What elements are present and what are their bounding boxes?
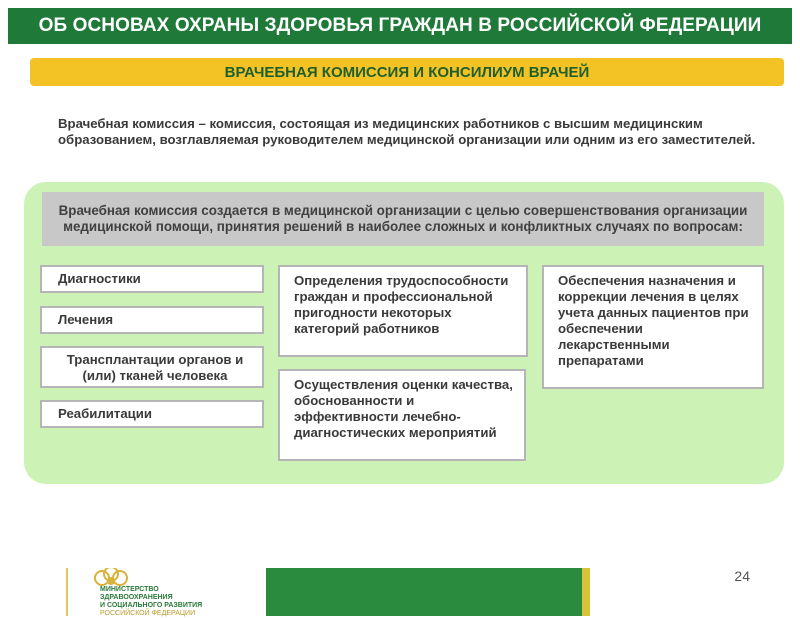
item-drug-provision: Обеспечения назначения и коррекции лечения в целях учета данных пациентов при обеспечении лекарственными препаратами (542, 265, 764, 389)
section-title: ВРАЧЕБНАЯ КОМИССИЯ И КОНСИЛИУМ ВРАЧЕЙ (30, 58, 784, 86)
item-treatment: Лечения (40, 306, 264, 334)
item-work-capacity: Определения трудоспособности граждан и профессиональной пригодности некоторых категорий работников (278, 265, 528, 357)
ministry-logo (66, 568, 258, 616)
page-number: 24 (734, 568, 750, 584)
definition-text: Врачебная комиссия – комиссия, состоящая из медицинских работников с высшим медицинским образованием, возглавляемая руководителем медицинской организации или одним из его заместителей. (38, 116, 780, 170)
ministry-name: МИНИСТЕРСТВО ЗДРАВООХРАНЕНИЯ И СОЦИАЛЬНОГО РАЗВИТИЯ РОССИЙСКОЙ ФЕДЕРАЦИИ (100, 586, 203, 617)
slide-title: ОБ ОСНОВАХ ОХРАНЫ ЗДОРОВЬЯ ГРАЖДАН В РОССИЙСКОЙ ФЕДЕРАЦИИ (8, 8, 792, 44)
item-quality-assessment: Осуществления оценки качества, обоснованности и эффективности лечебно-диагностических мероприятий (278, 369, 526, 461)
item-diagnostics: Диагностики (40, 265, 264, 293)
item-rehabilitation: Реабилитации (40, 400, 264, 428)
purpose-text: Врачебная комиссия создается в медицинской организации с целью совершенствования организации медицинской помощи, принятия решений в наиболее сложных и конфликтных случаях по вопросам: (42, 192, 764, 246)
footer-bar (266, 568, 582, 616)
footer-accent (582, 568, 590, 616)
item-transplant: Трансплантации органов и (или) тканей человека (40, 346, 264, 388)
